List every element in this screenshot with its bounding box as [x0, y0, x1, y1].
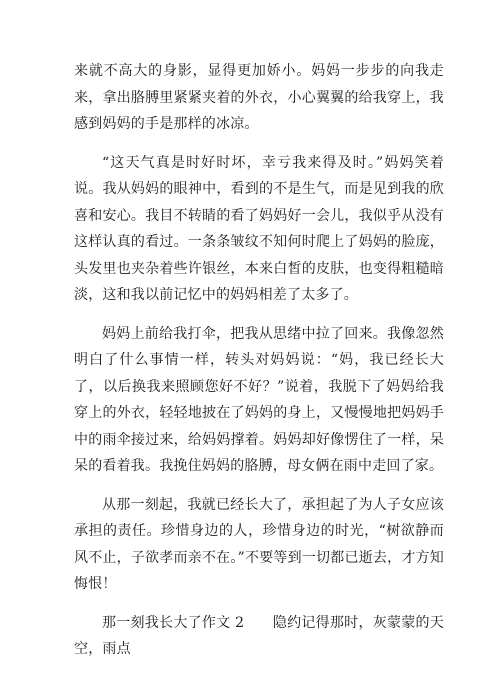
paragraph-4: 从那一刻起，我就已经长大了，承担起了为人子女应该承担的责任。珍惜身边的人，珍惜身边的时光，“树欲静而风不止，子欲孝而亲不在。”不要等到一切都已逝去，才方知悔恨！: [74, 496, 444, 592]
paragraph-2: “这天气真是时好时坏，幸亏我来得及时。”妈妈笑着说。我从妈妈的眼神中，看到的不是生气，而是见到我的欣喜和安心。我目不转睛的看了妈妈好一会儿，我似乎从没有这样认真的看过。一条条皱纹不知何时爬上了妈妈的脸庞，头发里也夹杂着些许银丝，本来白皙的皮肤，也变得粗糙暗淡，这和我以前记忆中的妈妈相差了太多了。: [74, 154, 444, 303]
essay-body: [74, 58, 444, 675]
paragraph-3: 妈妈上前给我打伞，把我从思绪中拉了回来。我像忽然明白了什么事情一样，转头对妈妈说：“妈，我已经长大了，以后换我来照顾您好不好？”说着，我脱下了妈妈给我穿上的外衣，轻轻地披在了妈妈的身上，又慢慢地把妈妈手中的雨伞接过来，给妈妈撑着。妈妈却好像愣住了一样，呆呆的看着我。我挽住妈妈的胳膊，母女俩在雨中走回了家。: [74, 325, 444, 474]
paragraph-1: 来就不高大的身影，显得更加娇小。妈妈一步步的向我走来，拿出胳膊里紧紧夹着的外衣，小心翼翼的给我穿上，我感到妈妈的手是那样的冰凉。: [74, 63, 444, 132]
paragraph-5: 那一刻我长大了作文 2 隐约记得那时，灰蒙蒙的天空，雨点: [74, 614, 444, 657]
